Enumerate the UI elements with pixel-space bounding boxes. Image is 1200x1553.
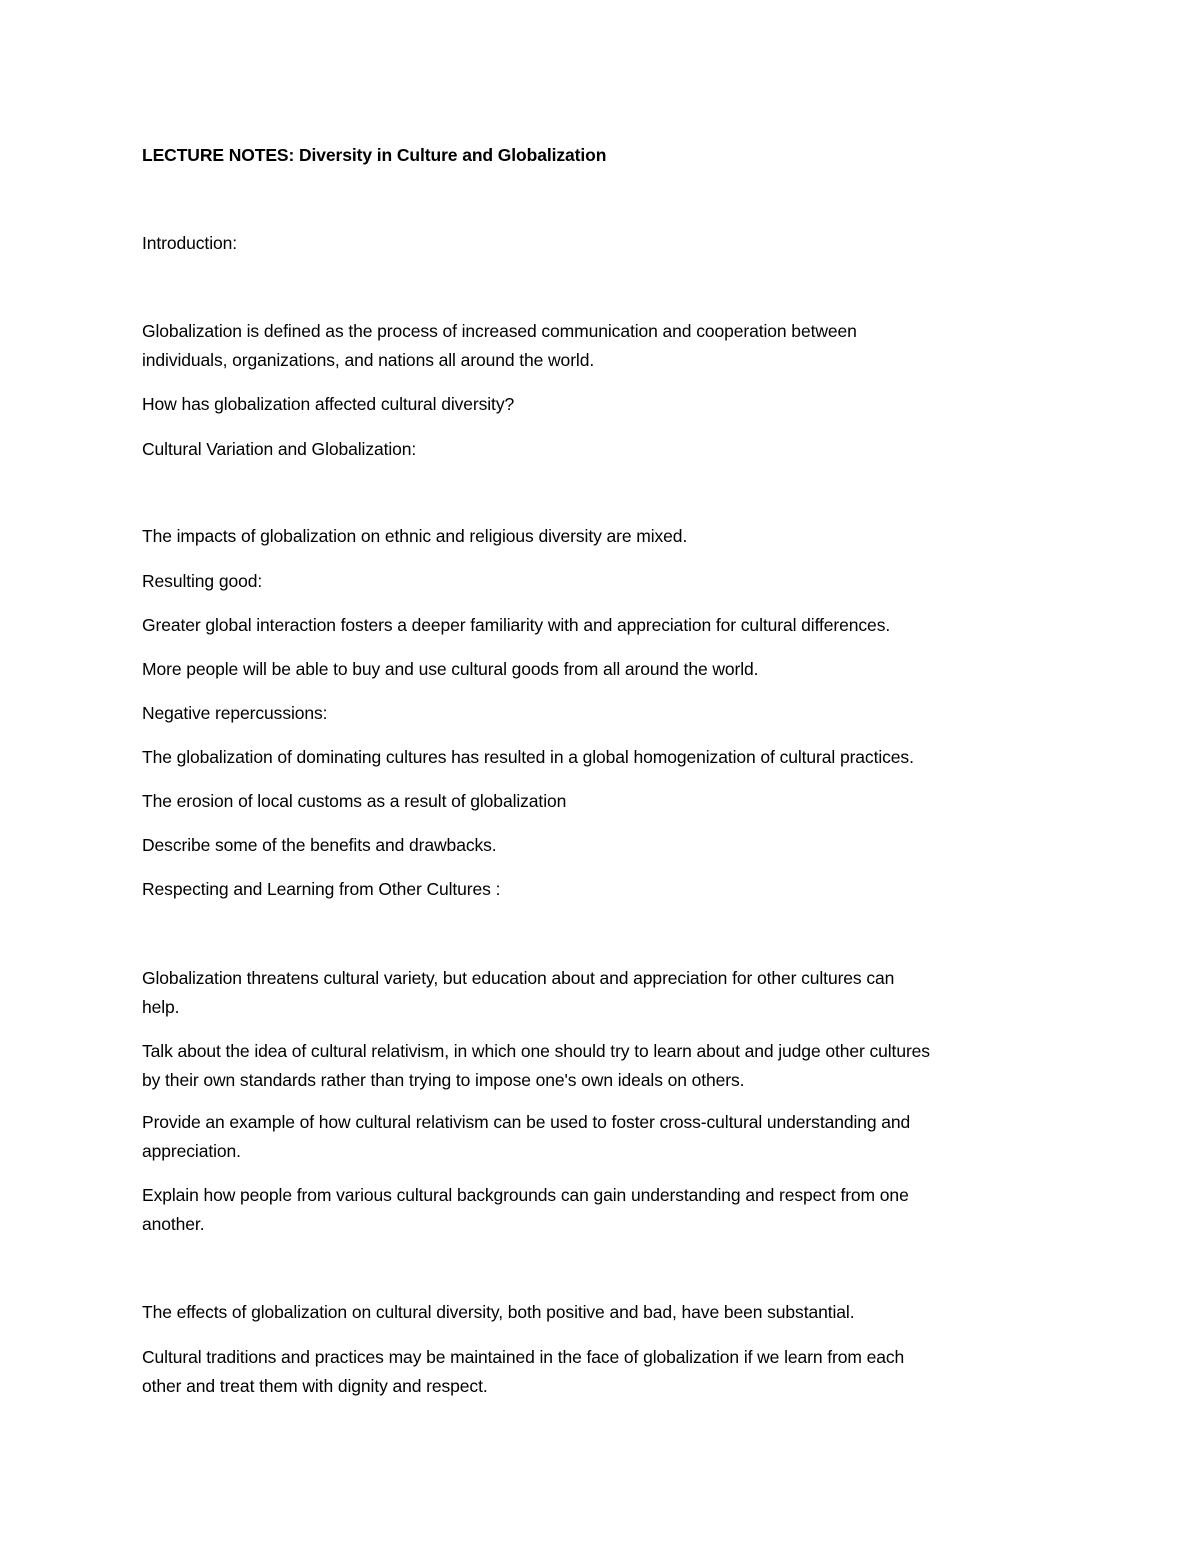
paragraph-line: other and treat them with dignity and respect. (142, 1376, 488, 1396)
paragraph-line: Cultural traditions and practices may be maintained in the face of globalization if we learn from each (142, 1347, 905, 1367)
paragraph-line: individuals, organizations, and nations all around the world. (142, 350, 595, 370)
heading-cultural-variation: Cultural Variation and Globalization: (142, 439, 417, 459)
paragraph-line: More people will be able to buy and use cultural goods from all around the world. (142, 659, 759, 679)
paragraph-line: another. (142, 1214, 205, 1234)
heading-negative-repercussions: Negative repercussions: (142, 703, 328, 723)
paragraph-line: Describe some of the benefits and drawbacks. (142, 835, 497, 855)
paragraph-line: Globalization threatens cultural variety, but education about and appreciation for other cultures can (142, 968, 895, 988)
paragraph-line: by their own standards rather than trying to impose one's own ideals on others. (142, 1070, 745, 1090)
paragraph-line: How has globalization affected cultural diversity? (142, 394, 515, 414)
paragraph-line: Globalization is defined as the process of increased communication and cooperation between (142, 321, 857, 341)
paragraph-line: Talk about the idea of cultural relativism, in which one should try to learn about and judge other cultures (142, 1041, 930, 1061)
heading-resulting-good: Resulting good: (142, 571, 263, 591)
paragraph-line: The globalization of dominating cultures has resulted in a global homogenization of cultural practices. (142, 747, 914, 767)
heading-respecting-learning: Respecting and Learning from Other Cultures : (142, 879, 501, 899)
paragraph-line: Greater global interaction fosters a deeper familiarity with and appreciation for cultural differences. (142, 615, 891, 635)
paragraph-line: help. (142, 997, 180, 1017)
paragraph-line: The effects of globalization on cultural diversity, both positive and bad, have been substantial. (142, 1302, 855, 1322)
paragraph-line: The erosion of local customs as a result of globalization (142, 791, 567, 811)
document-title: LECTURE NOTES: Diversity in Culture and Globalization (142, 145, 607, 165)
heading-introduction: Introduction: (142, 233, 238, 253)
paragraph-line: The impacts of globalization on ethnic and religious diversity are mixed. (142, 526, 688, 546)
paragraph-line: Explain how people from various cultural backgrounds can gain understanding and respect from one (142, 1185, 909, 1205)
paragraph-line: Provide an example of how cultural relativism can be used to foster cross-cultural understanding and (142, 1112, 911, 1132)
paragraph-line: appreciation. (142, 1141, 241, 1161)
